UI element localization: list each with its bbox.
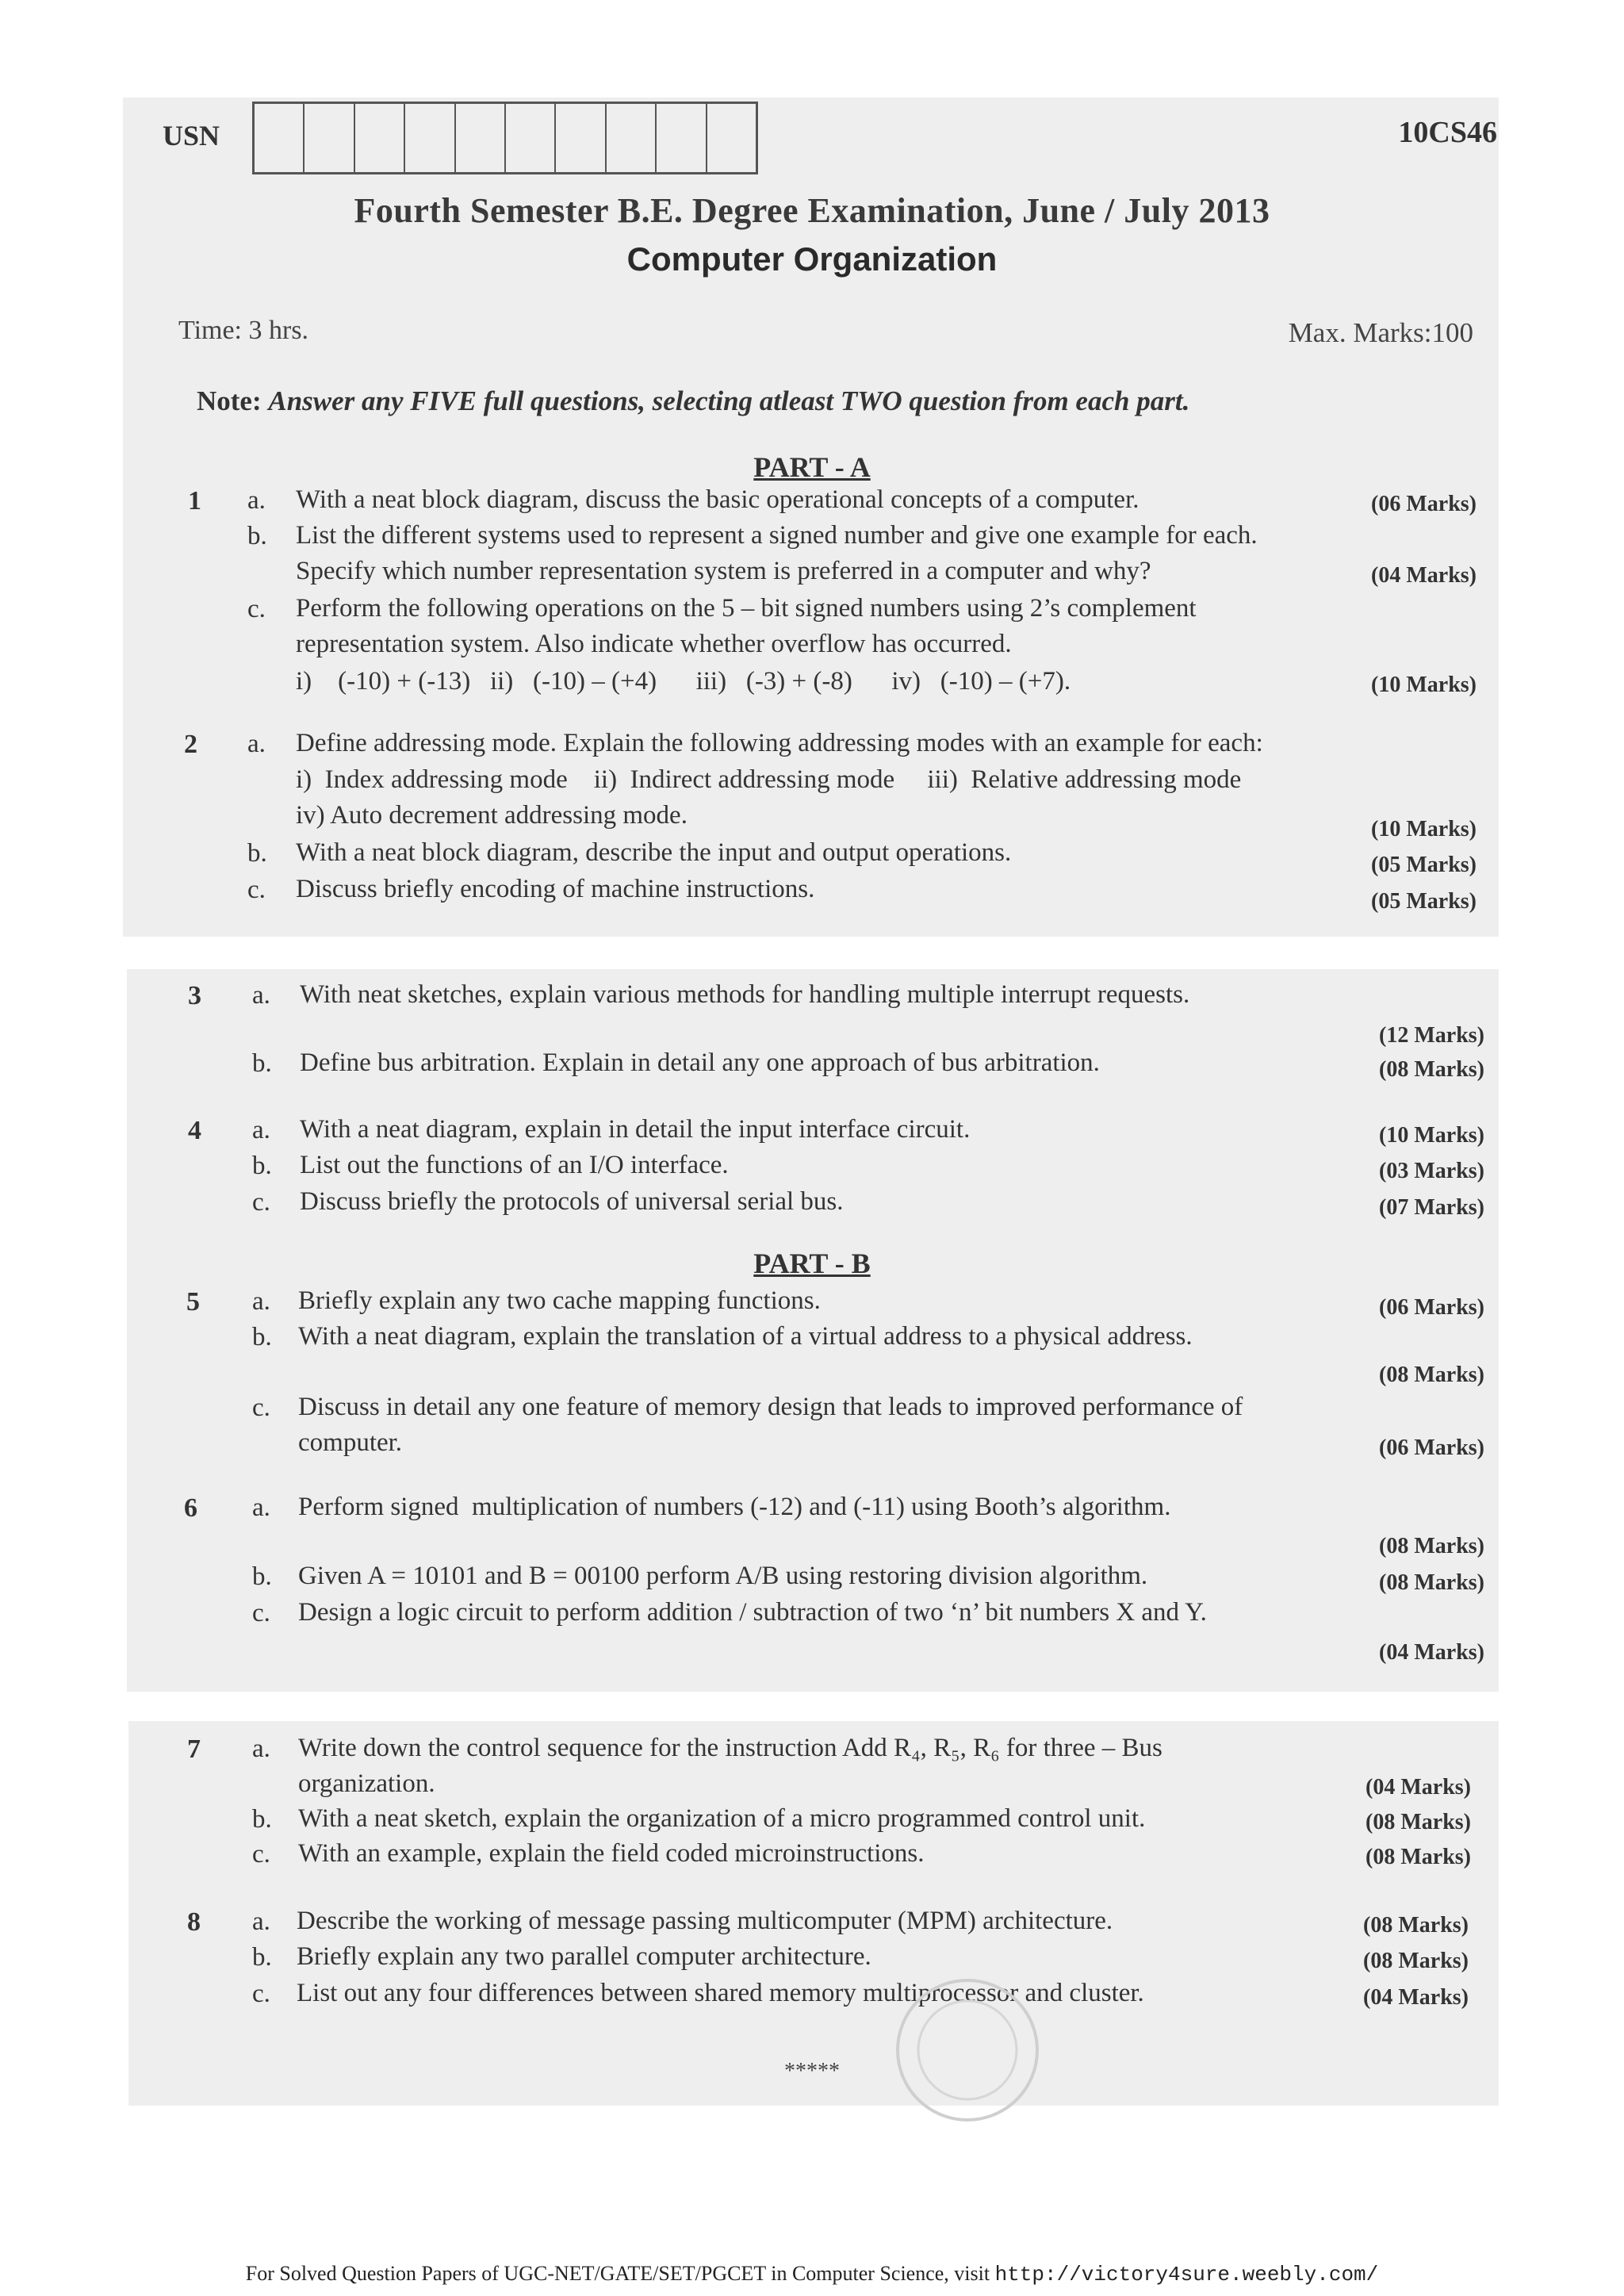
- note-label: Note:: [197, 385, 262, 416]
- instructions-note: [197, 385, 1189, 417]
- question-text: Given A = 10101 and B = 00100 perform A/B using restoring division algorithm.: [298, 1562, 1148, 1590]
- usn-box: [304, 104, 354, 172]
- usn-boxes: [252, 102, 758, 174]
- end-marker: *****: [784, 2059, 840, 2083]
- marks-label: (08 Marks): [1379, 1057, 1484, 1082]
- question-text: Design a logic circuit to perform addition / subtraction of two ‘n’ bit numbers X and Y.: [298, 1598, 1207, 1627]
- footer-text: For Solved Question Papers of UGC-NET/GATE/SET/PGCET in Computer Science, visit: [245, 2262, 995, 2285]
- question-text: Perform signed multiplication of numbers (-12) and (-11) using Booth’s algorithm.: [298, 1493, 1171, 1521]
- usn-box: [255, 104, 304, 172]
- question-text: List out the functions of an I/O interface.: [300, 1151, 729, 1179]
- question-text: Define addressing mode. Explain the following addressing modes with an example for each:: [296, 729, 1263, 757]
- marks-label: (08 Marks): [1379, 1570, 1484, 1595]
- question-text: With a neat block diagram, describe the input and output operations.: [296, 838, 1012, 867]
- question-number: 3: [188, 981, 201, 1010]
- usn-box: [456, 104, 506, 172]
- marks-label: (04 Marks): [1371, 563, 1477, 588]
- sub-label: c.: [247, 876, 266, 904]
- question-text: Briefly explain any two cache mapping functions.: [298, 1286, 821, 1315]
- marks-label: (08 Marks): [1365, 1845, 1471, 1869]
- question-number: 6: [184, 1493, 197, 1523]
- usn-box: [405, 104, 455, 172]
- usn-box: [506, 104, 556, 172]
- question-text: computer.: [298, 1428, 403, 1457]
- marks-label: (10 Marks): [1371, 817, 1477, 841]
- sub-label: b.: [252, 1943, 272, 1972]
- question-text: Discuss in detail any one feature of memory design that leads to improved performance of: [298, 1393, 1243, 1421]
- sub-label: b.: [252, 1805, 272, 1834]
- question-text: organization.: [298, 1769, 435, 1798]
- question-text: With a neat diagram, explain the translation of a virtual address to a physical address.: [298, 1322, 1193, 1351]
- part-b-heading: PART - B: [753, 1248, 871, 1279]
- marks-label: (08 Marks): [1379, 1534, 1484, 1558]
- marks-label: (05 Marks): [1371, 853, 1477, 877]
- usn-label: USN: [163, 120, 220, 151]
- question-text: i) Index addressing mode ii) Indirect addressing mode iii) Relative addressing mode: [296, 765, 1242, 794]
- institution-stamp: [864, 1963, 1071, 2122]
- sub-label: c.: [247, 595, 266, 623]
- marks-label: (06 Marks): [1379, 1435, 1484, 1460]
- sub-label: a.: [247, 730, 266, 758]
- marks-label: (10 Marks): [1371, 673, 1477, 697]
- max-marks: Max. Marks:100: [1288, 317, 1473, 348]
- marks-label: (04 Marks): [1379, 1640, 1484, 1665]
- marks-label: (07 Marks): [1379, 1195, 1484, 1220]
- question-text: With a neat sketch, explain the organization of a micro programmed control unit.: [298, 1804, 1146, 1833]
- sub-label: c.: [252, 1188, 270, 1217]
- question-text: With neat sketches, explain various methods for handling multiple interrupt requests.: [300, 980, 1190, 1009]
- question-text: List out any four differences between shared memory multiprocessor and cluster.: [297, 1979, 1144, 2007]
- marks-label: (08 Marks): [1363, 1913, 1469, 1938]
- usn-box: [355, 104, 405, 172]
- sub-label: b.: [247, 839, 267, 868]
- sub-label: c.: [252, 1393, 270, 1422]
- subject-title: Computer Organization: [626, 240, 998, 278]
- question-text: With an example, explain the field coded microinstructions.: [298, 1839, 925, 1868]
- question-number: 5: [186, 1287, 200, 1317]
- question-text: Perform the following operations on the 5 – bit signed numbers using 2’s complement: [296, 594, 1197, 623]
- sub-label: a.: [252, 1734, 270, 1763]
- question-number: 1: [188, 486, 201, 516]
- question-text: iv) Auto decrement addressing mode.: [296, 801, 688, 830]
- question-text: Describe the working of message passing multicomputer (MPM) architecture.: [297, 1907, 1113, 1935]
- question-text: Discuss briefly the protocols of universal serial bus.: [300, 1187, 844, 1216]
- footer-link[interactable]: http://victory4sure.weebly.com/: [994, 2263, 1379, 2286]
- question-text: List the different systems used to represent a signed number and give one example for each.: [296, 521, 1258, 550]
- question-text: i) (-10) + (-13) ii) (-10) – (+4) iii) (-3) + (-8) iv) (-10) – (+7).: [296, 667, 1071, 696]
- question-text: Write down the control sequence for the instruction Add R₄, R₅, R₆ for three – Bus: [298, 1734, 1162, 1762]
- marks-label: (06 Marks): [1371, 492, 1477, 516]
- question-number: 4: [188, 1116, 201, 1145]
- marks-label: (08 Marks): [1365, 1810, 1471, 1834]
- sub-label: a.: [252, 981, 270, 1010]
- usn-box: [607, 104, 657, 172]
- marks-label: (04 Marks): [1363, 1985, 1469, 2010]
- sub-label: b.: [247, 522, 267, 550]
- question-number: 8: [187, 1907, 201, 1937]
- usn-box: [556, 104, 606, 172]
- sub-label: a.: [252, 1493, 270, 1522]
- question-text: Discuss briefly encoding of machine instructions.: [296, 875, 815, 903]
- sub-label: c.: [252, 1599, 270, 1627]
- sub-label: a.: [252, 1116, 270, 1144]
- question-text: With a neat block diagram, discuss the basic operational concepts of a computer.: [296, 485, 1139, 514]
- subject-code: 10CS46: [1398, 116, 1497, 149]
- sub-label: a.: [252, 1287, 270, 1316]
- sub-label: b.: [252, 1049, 272, 1078]
- question-text: Specify which number representation system is preferred in a computer and why?: [296, 557, 1151, 585]
- marks-label: (08 Marks): [1379, 1363, 1484, 1387]
- marks-label: (08 Marks): [1363, 1949, 1469, 1973]
- sub-label: c.: [252, 1980, 270, 2008]
- exam-title: Fourth Semester B.E. Degree Examination, June / July 2013: [354, 191, 1270, 230]
- part-a-heading: PART - A: [753, 451, 871, 483]
- question-number: 7: [187, 1734, 201, 1764]
- question-text: Define bus arbitration. Explain in detail any one approach of bus arbitration.: [300, 1048, 1100, 1077]
- marks-label: (03 Marks): [1379, 1159, 1484, 1183]
- sub-label: a.: [252, 1907, 270, 1936]
- sub-label: b.: [252, 1323, 272, 1351]
- sub-label: b.: [252, 1562, 272, 1591]
- usn-box: [707, 104, 756, 172]
- marks-label: (04 Marks): [1365, 1775, 1471, 1800]
- question-text: representation system. Also indicate whether overflow has occurred.: [296, 630, 1012, 658]
- marks-label: (05 Marks): [1371, 889, 1477, 914]
- sub-label: b.: [252, 1152, 272, 1180]
- marks-label: (06 Marks): [1379, 1295, 1484, 1320]
- sub-label: a.: [247, 486, 266, 515]
- usn-box: [657, 104, 707, 172]
- marks-label: (10 Marks): [1379, 1123, 1484, 1148]
- marks-label: (12 Marks): [1379, 1023, 1484, 1048]
- question-text: With a neat diagram, explain in detail the input interface circuit.: [300, 1115, 971, 1144]
- question-number: 2: [184, 730, 197, 759]
- question-text: Briefly explain any two parallel computer architecture.: [297, 1942, 871, 1971]
- sub-label: c.: [252, 1840, 270, 1869]
- footer: [0, 2262, 1624, 2286]
- note-text: Answer any FIVE full questions, selecting atleast TWO question from each part.: [268, 385, 1190, 416]
- time-allowed: Time: 3 hrs.: [178, 316, 309, 345]
